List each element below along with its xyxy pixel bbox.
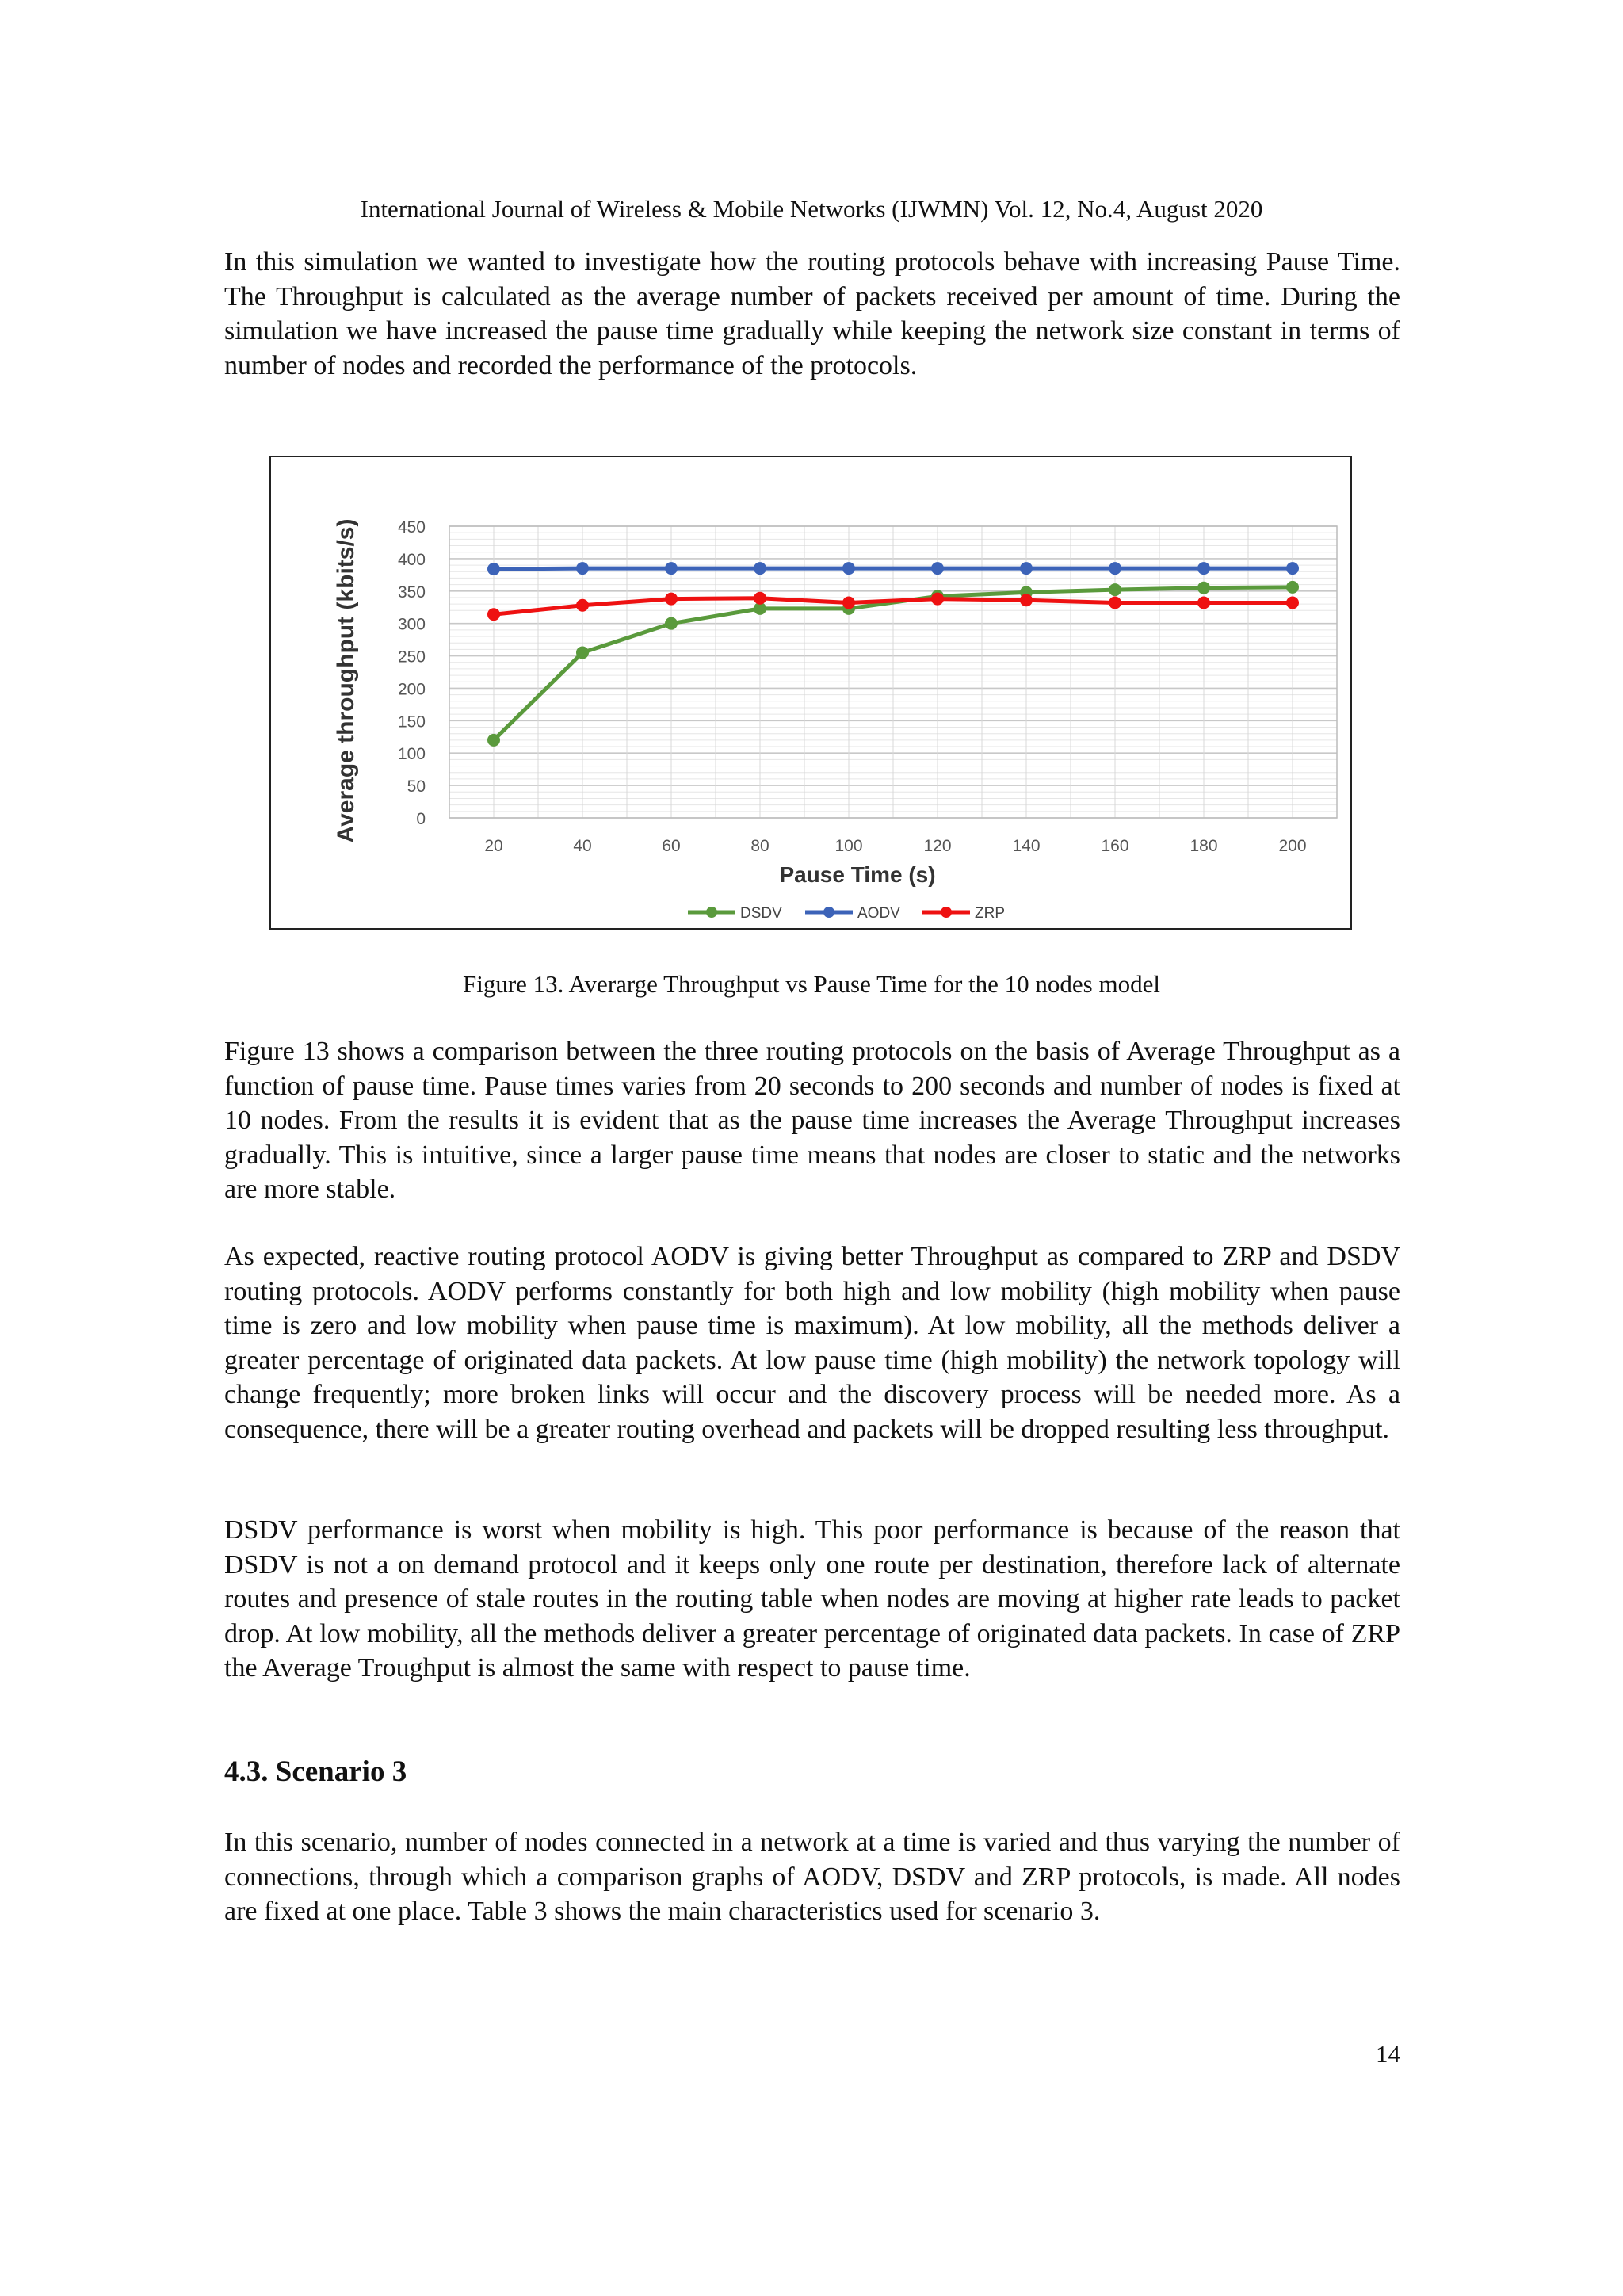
dsdv-discussion-paragraph: DSDV performance is worst when mobility is high. This poor performance is because of the reason that DSDV is not a on demand protocol and it keeps only one route per destination, therefore lack of alternate routes and presence of stale routes in the routing table when nodes are moving at higher rate leads to packet drop. At low mobility, all the methods deliver a greater percentage of originated data packets. In case of ZRP the Average Troughput is almost the same with respect to pause time.	[224, 1515, 1400, 1683]
x-tick-label: 140	[1012, 837, 1041, 855]
data-point-aodv	[1197, 562, 1210, 575]
data-point-dsdv	[1197, 582, 1210, 594]
data-point-aodv	[576, 562, 589, 575]
y-tick-label: 300	[397, 615, 426, 634]
y-tick-label: 150	[397, 712, 426, 732]
data-point-zrp	[931, 593, 944, 606]
data-point-aodv	[931, 562, 944, 575]
x-tick-label: 60	[662, 837, 681, 855]
data-point-zrp	[1286, 596, 1299, 609]
section-heading: 4.3. Scenario 3	[224, 1755, 407, 1788]
data-point-zrp	[487, 608, 500, 621]
data-point-zrp	[1109, 596, 1121, 609]
legend-label: AODV	[857, 905, 900, 922]
data-point-dsdv	[487, 734, 500, 747]
y-tick-label: 0	[416, 810, 426, 828]
x-tick-label: 100	[834, 837, 863, 855]
running-header: International Journal of Wireless & Mobile Networks (IJWMN) Vol. 12, No.4, August 2020	[360, 195, 1263, 223]
x-axis-label: Pause Time (s)	[779, 862, 936, 887]
intro-paragraph: In this simulation we wanted to investigate how the routing protocols behave with increasing Pause Time. The Throughput is calculated as the average number of packets received per amount of time. During the simulation we have increased the pause time gradually while keeping the network size constant in terms of number of nodes and recorded the performance of the protocols.	[224, 247, 1400, 380]
y-tick-label: 50	[407, 777, 426, 797]
legend-swatch-marker	[941, 907, 952, 918]
legend-label: ZRP	[975, 905, 1005, 922]
legend-label: DSDV	[740, 905, 782, 922]
data-point-aodv	[487, 563, 500, 575]
data-point-dsdv	[1109, 583, 1121, 596]
data-point-zrp	[1020, 594, 1033, 606]
data-point-zrp	[1197, 596, 1210, 609]
data-point-dsdv	[1286, 581, 1299, 594]
throughput-chart	[269, 456, 1352, 930]
y-axis-label: Average throughput (kbits/s)	[333, 518, 359, 843]
data-point-zrp	[665, 593, 678, 606]
legend-swatch-marker	[706, 907, 717, 918]
series-line-aodv	[494, 568, 1293, 569]
data-point-aodv	[1286, 562, 1299, 575]
x-tick-label: 80	[750, 837, 769, 855]
y-tick-label: 200	[397, 680, 426, 699]
y-tick-label: 400	[397, 550, 426, 569]
data-point-aodv	[1109, 562, 1121, 575]
x-tick-label: 40	[573, 837, 592, 855]
data-point-aodv	[842, 562, 855, 575]
legend-swatch-marker	[823, 907, 834, 918]
throughput-chart-svg	[271, 457, 1350, 928]
legend-item-aodv	[805, 905, 900, 922]
data-point-aodv	[754, 562, 766, 575]
x-tick-label: 200	[1278, 837, 1307, 855]
chart-legend	[688, 905, 1005, 922]
x-tick-label: 120	[923, 837, 952, 855]
x-tick-label: 160	[1101, 837, 1129, 855]
page-number: 14	[1376, 2040, 1400, 2068]
x-tick-label: 180	[1190, 837, 1218, 855]
figure-discussion-paragraph: Figure 13 shows a comparison between the three routing protocols on the basis of Average Throughput as a function of pause time. Pause times varies from 20 seconds to 200 seconds and number of nodes is fixed at 10 nodes. From the results it is evident that as the pause time increases the Average Throughput increases gradually. This is intuitive, since a larger pause time means that nodes are closer to static and the networks are more stable.	[224, 1037, 1400, 1204]
y-tick-labels	[398, 518, 426, 828]
scenario3-paragraph: In this scenario, number of nodes connected in a network at a time is varied and thus varying the number of connections, through which a comparison graphs of AODV, DSDV and ZRP protocols, is made. All nodes are fixed at one place. Table 3 shows the main characteristics used for scenario 3.	[224, 1828, 1400, 1926]
y-tick-label: 450	[397, 518, 426, 537]
y-tick-label: 250	[397, 648, 426, 667]
x-tick-labels	[484, 837, 1306, 855]
data-point-aodv	[665, 562, 678, 575]
data-point-zrp	[754, 592, 766, 605]
data-point-aodv	[1020, 562, 1033, 575]
data-point-zrp	[576, 599, 589, 612]
data-point-dsdv	[576, 646, 589, 659]
legend-item-dsdv	[688, 905, 782, 922]
data-point-zrp	[842, 596, 855, 609]
y-tick-label: 100	[397, 745, 426, 764]
legend-item-zrp	[922, 905, 1005, 922]
figure-caption: Figure 13. Averarge Throughput vs Pause Time for the 10 nodes model	[463, 970, 1160, 998]
x-tick-label: 20	[484, 837, 503, 855]
aodv-discussion-paragraph: As expected, reactive routing protocol AODV is giving better Throughput as compared to ZRP and DSDV routing protocols. AODV performs constantly for both high and low mobility (high mobility when pause time is zero and low mobility when pause time is maximum). At low mobility, all the methods deliver a greater percentage of originated data packets. At low pause time (high mobility) the network topology will change frequently; more broken links will occur and the discovery process will be needed more. As a consequence, there will be a greater routing overhead and packets will be dropped resulting less throughput.	[224, 1242, 1400, 1444]
data-point-dsdv	[665, 617, 678, 630]
y-tick-label: 350	[397, 583, 426, 602]
